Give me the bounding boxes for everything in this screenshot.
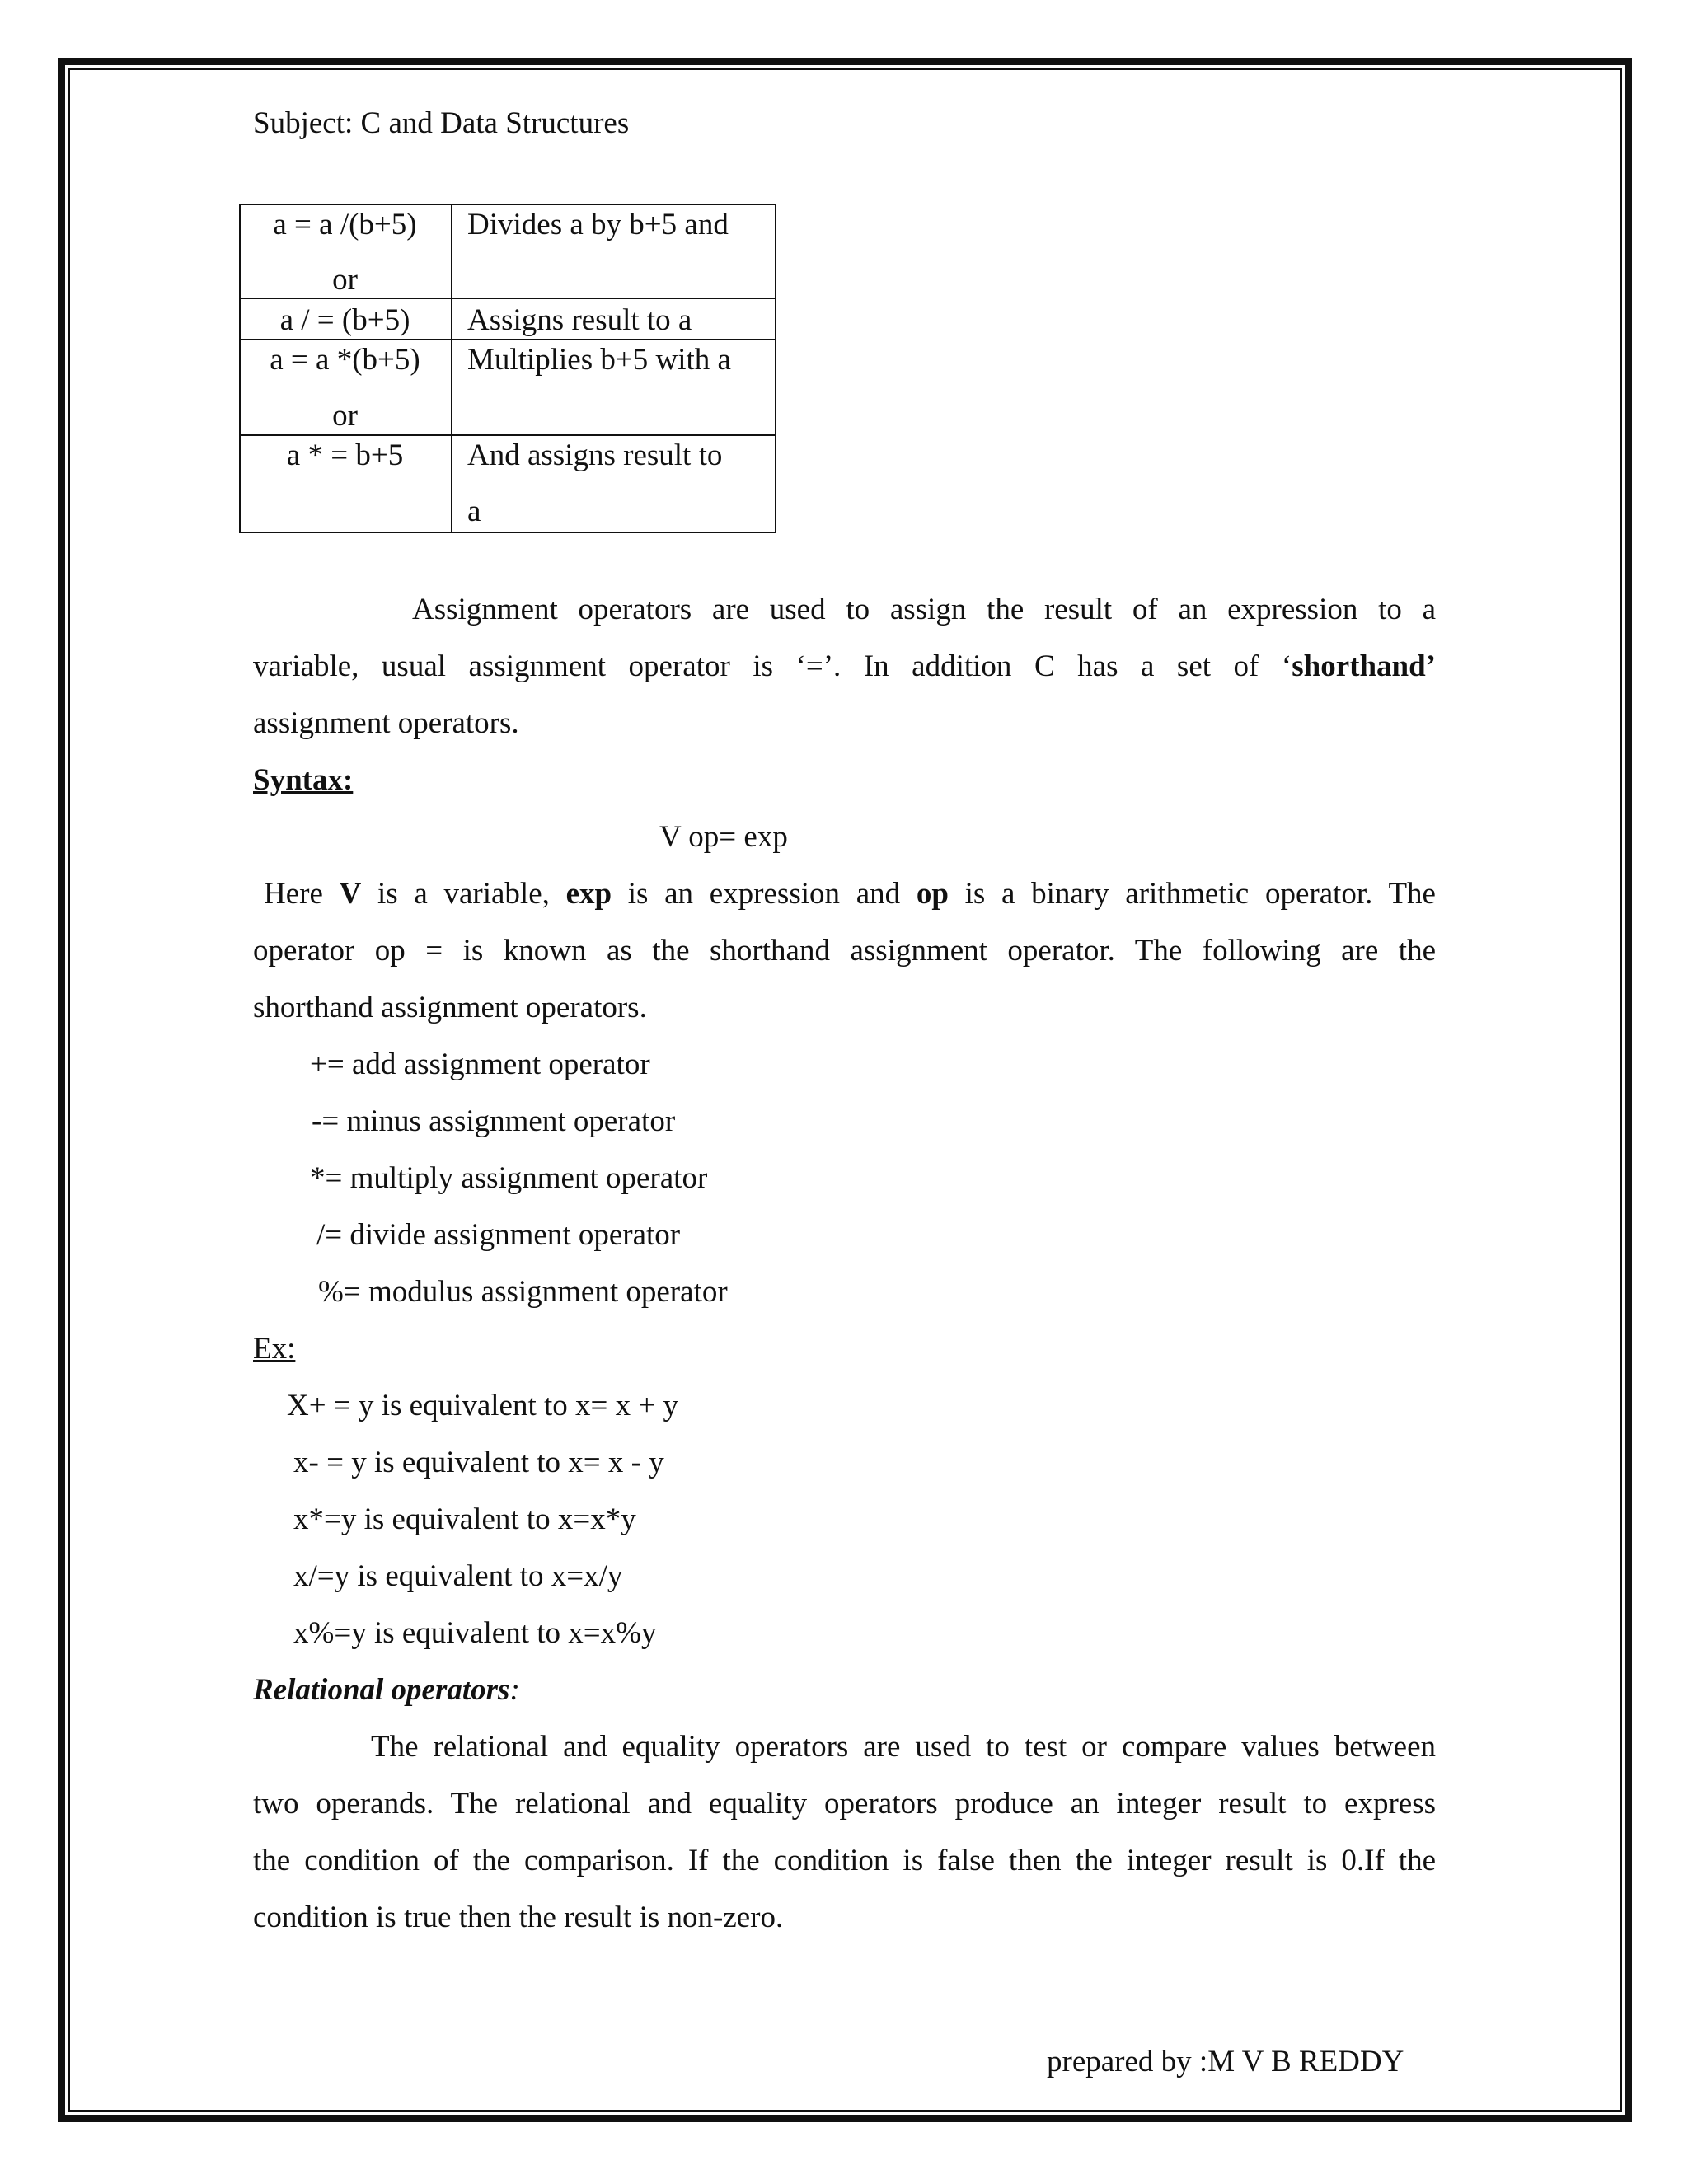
syntax-desc-line-1 xyxy=(264,878,1436,911)
operator-list-item: *= multiply assignment operator xyxy=(310,1161,708,1195)
syntax-heading: Syntax: xyxy=(253,763,354,797)
intro-line-3: assignment operators. xyxy=(253,706,519,740)
relational-line-1: The relational and equality operators are used to test or compare values between xyxy=(371,1730,1436,1764)
table-cell-left: a = a *(b+5) xyxy=(270,343,420,377)
operator-list-item: -= minus assignment operator xyxy=(312,1104,676,1138)
syntax-desc-line-3: shorthand assignment operators. xyxy=(253,991,647,1024)
intro-line-1: Assignment operators are used to assign the result of an expression to a xyxy=(412,593,1436,626)
example-item: x- = y is equivalent to x= x - y xyxy=(293,1446,664,1479)
intro-line-2 xyxy=(253,650,1436,683)
table-row-divider xyxy=(239,298,776,299)
syntax-formula: V op= exp xyxy=(659,820,788,854)
syntax-desc-text: is a variable, xyxy=(361,877,566,911)
table-cell-right: Divides a by b+5 and xyxy=(467,208,729,241)
intro-bold-term: shorthand’ xyxy=(1292,649,1436,683)
table-cell-left: a = a /(b+5) xyxy=(273,208,417,241)
relational-heading-text: Relational operators xyxy=(253,1673,510,1707)
example-item: X+ = y is equivalent to x= x + y xyxy=(287,1389,679,1422)
syntax-term-op: op xyxy=(916,877,949,911)
relational-line-4: condition is true then the result is non-zero. xyxy=(253,1900,784,1934)
syntax-desc-text: Here xyxy=(264,877,340,911)
table-cell-right: Assigns result to a xyxy=(467,303,692,337)
operator-list-item: += add assignment operator xyxy=(310,1047,650,1081)
operator-table xyxy=(239,204,776,533)
example-item: x/=y is equivalent to x=x/y xyxy=(293,1559,623,1593)
operator-list-item: /= divide assignment operator xyxy=(316,1218,681,1252)
relational-line-2: two operands. The relational and equality operators produce an integer result to express xyxy=(253,1787,1436,1821)
table-cell-left: or xyxy=(332,399,358,433)
relational-line-3: the condition of the comparison. If the condition is false then the integer result is 0.If the xyxy=(253,1844,1436,1877)
syntax-desc-text: is a binary arithmetic operator. The xyxy=(948,877,1436,911)
table-column-divider xyxy=(451,204,452,533)
subject-header: Subject: C and Data Structures xyxy=(253,106,630,140)
syntax-desc-text: is an expression and xyxy=(612,877,917,911)
table-cell-right: Multiplies b+5 with a xyxy=(467,343,731,377)
table-row-divider xyxy=(239,339,776,340)
syntax-term-v: V xyxy=(339,877,362,911)
operator-list-item: %= modulus assignment operator xyxy=(318,1275,728,1309)
table-row-divider xyxy=(239,434,776,436)
syntax-term-exp: exp xyxy=(565,877,612,911)
table-cell-right: a xyxy=(467,494,481,528)
example-item: x%=y is equivalent to x=x%y xyxy=(293,1616,657,1650)
table-cell-right: And assigns result to xyxy=(467,438,723,472)
table-cell-left: or xyxy=(332,263,358,297)
example-item: x*=y is equivalent to x=x*y xyxy=(293,1502,636,1536)
table-cell-left: a / = (b+5) xyxy=(279,303,410,337)
intro-text: variable, usual assignment operator is ‘=’. In addition C has a set of ‘ xyxy=(253,649,1292,683)
relational-heading xyxy=(253,1674,520,1707)
footer-author: prepared by :M V B REDDY xyxy=(1047,2045,1404,2079)
examples-heading: Ex: xyxy=(253,1332,296,1366)
table-cell-left: a * = b+5 xyxy=(286,438,404,472)
relational-heading-colon: : xyxy=(509,1673,520,1707)
syntax-desc-line-2: operator op = is known as the shorthand assignment operator. The following are the xyxy=(253,934,1436,968)
